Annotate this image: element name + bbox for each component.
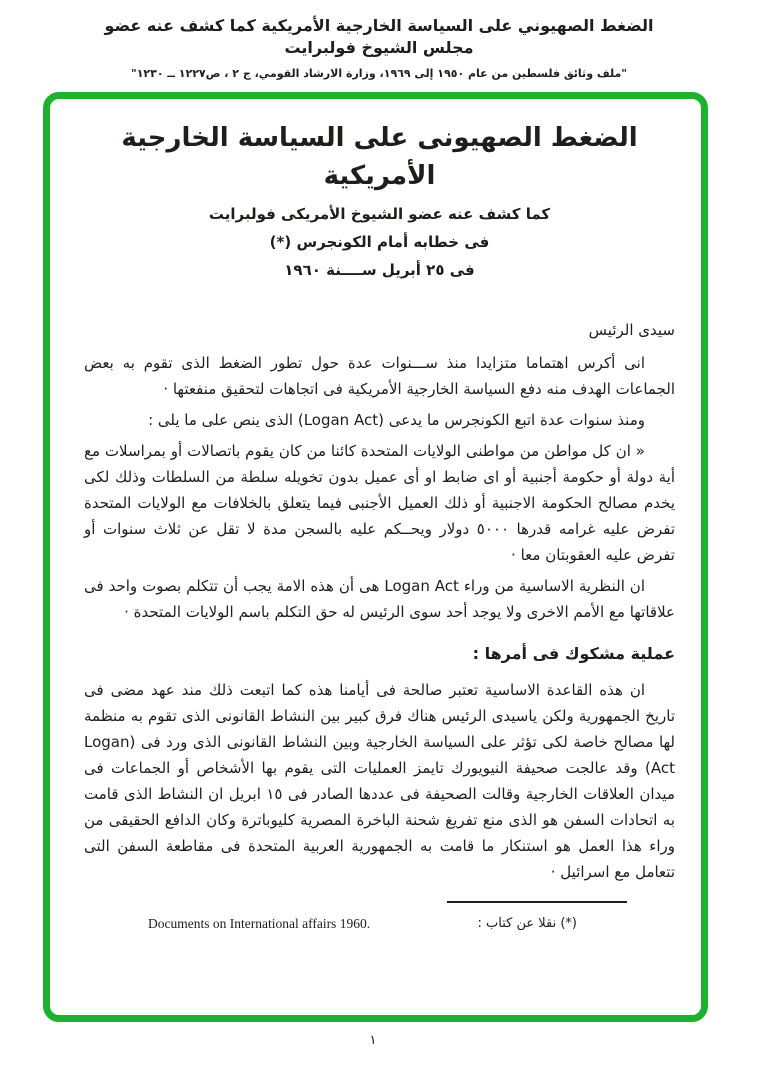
paragraph-5: ان هذه القاعدة الاساسية تعتبر صالحة فى أيامنا هذه كما اتبعت ذلك مند عهد مضى فى تاريخ الجمهورية ولكن ياسيدى الرئيس هناك فرق كبير بين النشاط القانونى الذى تقوم به منظمة لها مصالح خاصة لكى تؤثر على السياسة الخارجية وبين النشاط القانونى الذى ورد فى (Logan Act) وقد عالجت صحيفة النيويورك تايمز العمليات التى يقوم بها الأشخاص أو الجماعات فى ميدان العلاقات الخارجية وقالت الصحيفة فى عددها الصادر فى ١٥ ابريل ان النشاط الذى قامت به اتحادات السفن هو الذى منع تفريغ شحنة الباخرة المصرية كليوباترة وكان الدافع الحقيقى من وراء هذا العمل هو استنكار ما قامت به الجمهورية العربية المتحدة فى مقاطعة السفن التى تتعامل مع اسرائيل · — [84, 681, 675, 881]
paragraph-4: ان النظرية الاساسية من وراء Logan Act هى أن هذه الامة يجب أن تتكلم بصوت واحد فى علاقاتها مع الأمم الاخرى ولا يوجد أحد سوى الرئيس له حق التكلم باسم الولايات المتحدة · — [84, 577, 675, 621]
footnote-marker: (*) نقلا عن كتاب : — [477, 916, 577, 931]
paragraph-3-logan-act-quote: « ان كل مواطن من مواطنى الولايات المتحدة كائنا من كان يقوم باتصالات أو بمراسلات مع أية دولة أو حكومة أجنبية أو اى ضابط او أى عميل بدون تخويله سلطة من السلطات وذلك لكى يخدم مصالح الحكومة الاجنبية أو ذلك العميل الأجنبى فيما يتعلق بالخلافات مع الولايات المتحدة تفرض عليه غرامه قدرها ٥٠٠٠ دولار ويحــكم عليه بالسجن مدة لا تقل عن ثلاث سنوات أو تفرض عليه العقوبتان معا · — [84, 442, 675, 564]
page-header — [0, 0, 758, 80]
salutation: سيدى الرئيس — [588, 321, 675, 339]
footnote-row — [84, 903, 675, 937]
section-heading: عملية مشكوك فى أمرها : — [472, 644, 675, 663]
document-subtitle-speaker: كما كشف عنه عضو الشيوخ الأمريكى فولبرايت — [208, 205, 551, 223]
document-body — [84, 317, 675, 937]
footnote-reference: Documents on International affairs 1960. — [148, 916, 371, 931]
header-title: الضغط الصهيوني على السياسة الخارجية الأمريكية كما كشف عنه عضو مجلس الشيوخ فولبرايت — [104, 16, 654, 57]
document-subtitle-occasion: فى خطابه أمام الكونجرس (*) — [269, 233, 490, 251]
paragraph-2: ومنذ سنوات عدة اتبع الكونجرس ما يدعى (Logan Act) الذى ينص على ما يلى : — [148, 411, 645, 429]
page-number: ١ — [369, 1033, 377, 1048]
footnote-block — [84, 901, 675, 937]
document-frame — [43, 92, 708, 1022]
paragraph-1: انى أكرس اهتماما متزايدا منذ ســـنوات عدة حول تطور الضغط الذى تقوم به بعض الجماعات الهدف منه دفع السياسة الخارجية الأمريكية فى اتجاهات لتحقيق منفعتها · — [84, 354, 675, 398]
header-source-citation: "ملف وثائق فلسطين من عام ١٩٥٠ إلى ١٩٦٩، وزارة الارشاد القومي، ج ٢ ، ص١٢٢٧ ــ ١٢٣٠" — [130, 67, 627, 80]
document-title: الضغط الصهيونى على السياسة الخارجية الأمريكية — [121, 123, 638, 191]
document-subtitle-date: فى ٢٥ أبريل ســــنة ١٩٦٠ — [284, 261, 475, 279]
